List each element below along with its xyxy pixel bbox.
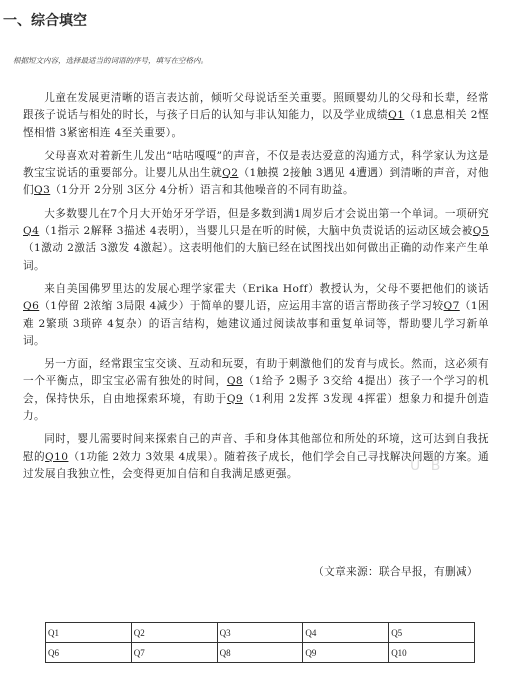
question-marker-q3: Q3 xyxy=(34,184,51,197)
answer-cell-q2[interactable]: Q2 xyxy=(131,623,217,643)
question-marker-q4: Q4 xyxy=(23,225,40,238)
answer-cell-q5[interactable]: Q5 xyxy=(389,623,475,643)
answer-cell-q9[interactable]: Q9 xyxy=(303,643,389,663)
question-marker-q8: Q8 xyxy=(226,375,244,388)
answer-cell-q3[interactable]: Q3 xyxy=(217,623,303,643)
paragraph-text: 父母喜欢对着新生儿发出“咕咕嘎嘎”的声音，不仅是表达爱意的沟通方式，科学家认为这是教宝宝说话的重要部分。让婴儿从出生就 xyxy=(23,149,489,180)
paragraph-text: （1息息相关 2悭悭相惜 3紧密相连 4至关重要）。 xyxy=(23,109,490,139)
paragraph-text: 同时，婴儿需要时间来探索自己的声音、手和身体其他部位和所处的环境，这可达到自我抚慰的 xyxy=(23,433,489,463)
paragraph-text: 儿童在发展更清晰的语言表达前，倾听父母说话至关重要。照顾婴幼儿的父母和长辈，经常跟孩子说话与相处的时长，与孩子日后的认知与非认知能力，以及学业成绩 xyxy=(23,92,489,122)
answer-cell-q10[interactable]: Q10 xyxy=(389,643,475,663)
section-title: 一、综合填空 xyxy=(3,13,87,29)
paragraph-text: （1功能 2效力 3效果 4成果）。随着孩子成长，他们学会自己寻找解决问题的方案。通过发展自我独立性，会变得更加自信和自我满足感更强。 xyxy=(23,450,489,480)
paragraph-text: （1分开 2分别 3区分 4分析）语言和其他噪音的不同有助益。 xyxy=(50,184,354,197)
article-source: （文章来源：联合早报，有删减） xyxy=(313,566,478,578)
passage-paragraph-4 xyxy=(23,281,489,350)
paragraph-text: （1利用 2发挥 3发现 4挥霍）想象力和提升创造力。 xyxy=(23,392,490,423)
answer-cell-q4[interactable]: Q4 xyxy=(303,623,389,643)
passage-paragraph-2 xyxy=(23,148,489,200)
answer-row xyxy=(46,643,475,663)
paragraph-text: 另一方面，经常跟宝宝交谈、互动和玩耍，有助于刺激他们的发育与成长。然而，这必须有一个平衡点，即宝宝必需有独处的时间， xyxy=(23,358,489,388)
watermark: U B xyxy=(410,458,444,474)
paragraph-text: （1指示 2解释 3描述 4表明），当婴儿只是在听的时候，大脑中负责说话的运动区域会被 xyxy=(39,225,473,238)
answer-cell-q6[interactable]: Q6 xyxy=(46,643,132,663)
answer-cell-q1[interactable]: Q1 xyxy=(46,623,132,643)
question-marker-q5: Q5 xyxy=(472,225,489,238)
answer-table xyxy=(45,622,475,663)
paragraph-text: （1停留 2浓缩 3局限 4减少）于简单的婴儿语，应运用丰富的语言帮助孩子学习较 xyxy=(39,300,444,313)
question-marker-q6: Q6 xyxy=(23,300,40,313)
answer-row xyxy=(46,623,475,643)
passage-paragraph-1 xyxy=(23,90,489,142)
answer-cell-q7[interactable]: Q7 xyxy=(131,643,217,663)
paragraph-text: （1困难 2繁琐 3琐碎 4复杂）的语言结构，她建议通过阅读故事和重复单词等，帮助婴儿学习新单词。 xyxy=(23,300,489,347)
question-marker-q7: Q7 xyxy=(443,300,460,313)
question-marker-q10: Q10 xyxy=(45,450,69,463)
passage xyxy=(23,90,489,489)
paragraph-text: 来自美国佛罗里达的发展心理学家霍夫（Erika Hoff）教授认为，父母不要把他们的谈话 xyxy=(44,282,489,295)
paragraph-text: （1激动 2激活 3激发 4激起）。这表明他们的大脑已经在试图找出如何做出正确的动作来产生单词。 xyxy=(23,242,489,272)
answer-cell-q8[interactable]: Q8 xyxy=(217,643,303,663)
question-marker-q1: Q1 xyxy=(388,109,405,122)
paragraph-text: （1给予 2赐予 3交给 4提出）孩子一个学习的机会，保持快乐，自由地探索环境，有助于 xyxy=(23,375,490,405)
passage-paragraph-3 xyxy=(23,206,489,275)
question-marker-q2: Q2 xyxy=(222,167,239,180)
paragraph-text: 大多数婴儿在7个月大开始牙牙学语，但是多数到满1周岁后才会说出第一个单词。一项研究 xyxy=(44,207,489,220)
passage-paragraph-5 xyxy=(23,356,489,425)
paragraph-text: （1触摸 2接触 3遇见 4遭遇）到清晰的声音，对他们 xyxy=(23,167,489,197)
instruction-text: 根据短文内容，选择最适当的词语的序号，填写在空格内。 xyxy=(13,56,208,65)
question-marker-q9: Q9 xyxy=(226,392,244,405)
